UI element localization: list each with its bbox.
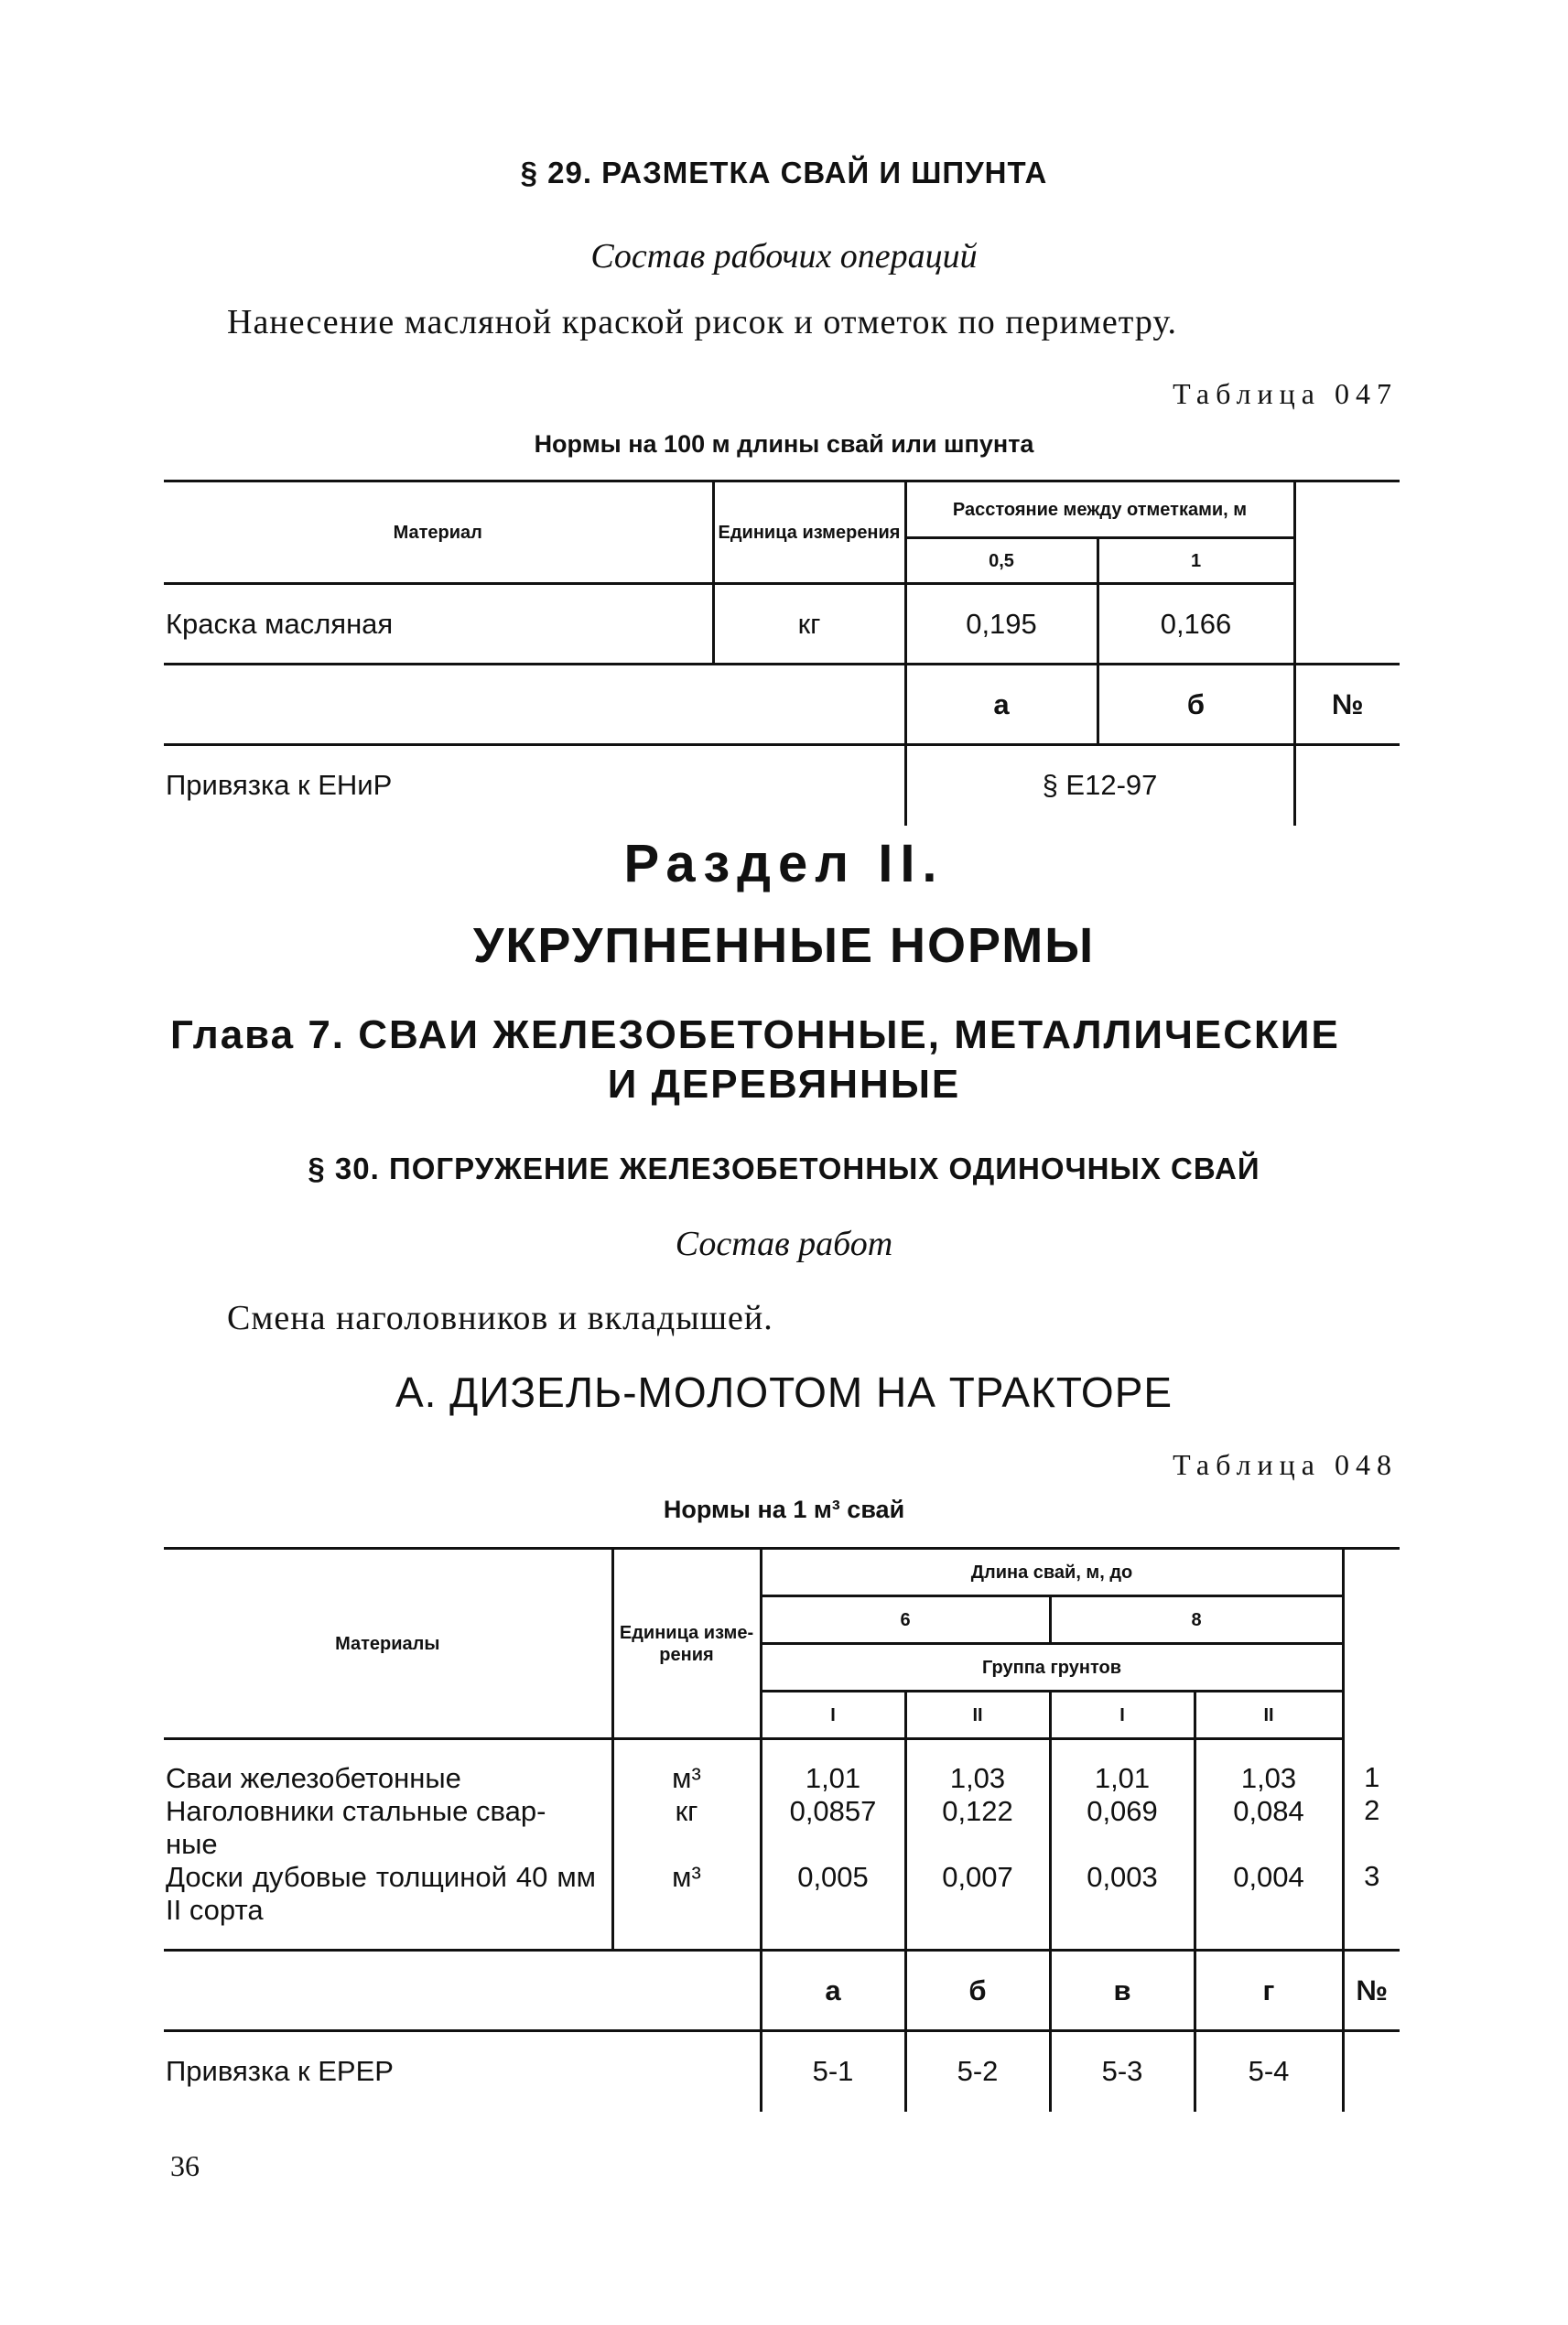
section-30-subsection: А. ДИЗЕЛЬ-МОЛОТОМ НА ТРАКТОРЕ [395,1368,1173,1416]
page-number: 36 [170,2149,200,2182]
section-30-text: Смена наголовников и вкладышей. [227,1299,773,1337]
table-048-row3-no: 3 [1364,1859,1380,1892]
table-047-header-col2: 1 [1098,538,1294,584]
table-047-caption: Нормы на 100 м длины свай или шпунта [534,430,1034,458]
table-048-row1-d: 1,03 [1240,1762,1297,1794]
table-048-name: Таблица 048 [1173,1448,1398,1481]
table-048-row1-unit: м³ [672,1762,701,1794]
table-048-row2-name: Наголовники стальные свар-ные [166,1795,546,1860]
table-048-letter-c: в [1050,1951,1195,2031]
table-048-link-a: 5-1 [761,2031,905,2112]
section-29-text: Нанесение масляной краской рисок и отметок по периметру. [227,303,1178,341]
table-048-link-c: 5-3 [1050,2031,1195,2112]
section-heading-title: УКРУПНЕННЫЕ НОРМЫ [472,918,1096,973]
table-048-header-unit: Единица изме-рения [612,1549,761,1739]
table-047-header-distance: Расстояние между отметками, м [905,481,1294,538]
table-048-letter-a: а [761,1951,905,2031]
table-048-letter-no: № [1343,1951,1400,2031]
table-048-header-g3: I [1050,1692,1195,1739]
section-30-title: § 30. ПОГРУЖЕНИЕ ЖЕЛЕЗОБЕТОННЫХ ОДИНОЧНЫХ СВАЙ [308,1152,1260,1185]
table-047-header-blank [1294,481,1400,584]
table-047-header-col1: 0,5 [905,538,1098,584]
section-heading: Раздел II. [623,834,945,893]
table-048-link-d: 5-4 [1195,2031,1343,2112]
table-048 [164,1547,1400,2112]
table-048-row1-a: 1,01 [805,1762,861,1794]
table-048-header-length: Длина свай, м, до [761,1549,1343,1596]
table-048-header-len6: 6 [761,1596,1050,1644]
table-048-header-g1: I [761,1692,905,1739]
table-048-row3-d: 0,004 [1233,1861,1304,1893]
table-048-link-b: 5-2 [905,2031,1050,2112]
table-048-row1-name: Сваи железобетонные [166,1762,461,1794]
table-048-row3-unit: м³ [672,1861,701,1893]
table-048-row2-no: 2 [1364,1793,1380,1826]
table-047-link-value: § Е12-97 [905,745,1294,826]
section-29-subtitle: Состав рабочих операций [590,237,978,276]
table-048-header-materials: Материалы [164,1549,612,1739]
table-047-row-v2: 0,166 [1098,584,1294,665]
table-047-header-unit: Единица измерения [713,481,905,584]
table-048-letter-b: б [905,1951,1050,2031]
table-048-row1-b: 1,03 [949,1762,1006,1794]
table-048-row3-c: 0,003 [1087,1861,1158,1893]
table-048-row2-c: 0,069 [1087,1795,1158,1827]
table-048-row2-a: 0,0857 [789,1795,877,1827]
section-29-title: § 29. РАЗМЕТКА СВАЙ И ШПУНТА [520,156,1048,189]
table-048-row2-b: 0,122 [942,1795,1013,1827]
table-048-caption: Нормы на 1 м³ свай [663,1496,905,1523]
table-047 [164,480,1400,826]
table-048-header-g2: II [905,1692,1050,1739]
table-048-header-g4: II [1195,1692,1343,1739]
table-047-row-v1: 0,195 [905,584,1098,665]
table-048-link-label: Привязка к ЕРЕР [164,2031,761,2112]
table-047-link-label: Привязка к ЕНиР [164,745,905,826]
table-048-row3-a: 0,005 [797,1861,869,1893]
table-048-names-cell [164,1739,612,1951]
table-047-row-material: Краска масляная [164,584,713,665]
table-048-letter-d: г [1195,1951,1343,2031]
section-30-subtitle: Состав работ [675,1225,893,1263]
table-047-letter-b: б [1098,665,1294,745]
table-047-name: Таблица 047 [1173,377,1398,410]
table-048-row3-b: 0,007 [942,1861,1013,1893]
table-048-header-len8: 8 [1050,1596,1343,1644]
chapter-heading-line1: Глава 7. СВАИ ЖЕЛЕЗОБЕТОННЫЕ, МЕТАЛЛИЧЕСКИЕ [170,1012,1340,1057]
chapter-heading-line2: И ДЕРЕВЯННЫЕ [607,1062,961,1107]
table-048-row2-d: 0,084 [1233,1795,1304,1827]
table-048-row3-name: Доски дубовые толщиной 40 мм II сорта [166,1861,596,1926]
table-048-row1-no: 1 [1364,1760,1380,1793]
table-048-row1-c: 1,01 [1094,1762,1151,1794]
table-047-letter-no: № [1294,665,1400,745]
table-048-row2-unit: кг [675,1795,698,1827]
table-048-header-soil: Группа грунтов [761,1644,1343,1692]
table-047-header-material: Материал [164,481,713,584]
table-047-letter-a: а [905,665,1098,745]
table-047-row-unit: кг [713,584,905,665]
